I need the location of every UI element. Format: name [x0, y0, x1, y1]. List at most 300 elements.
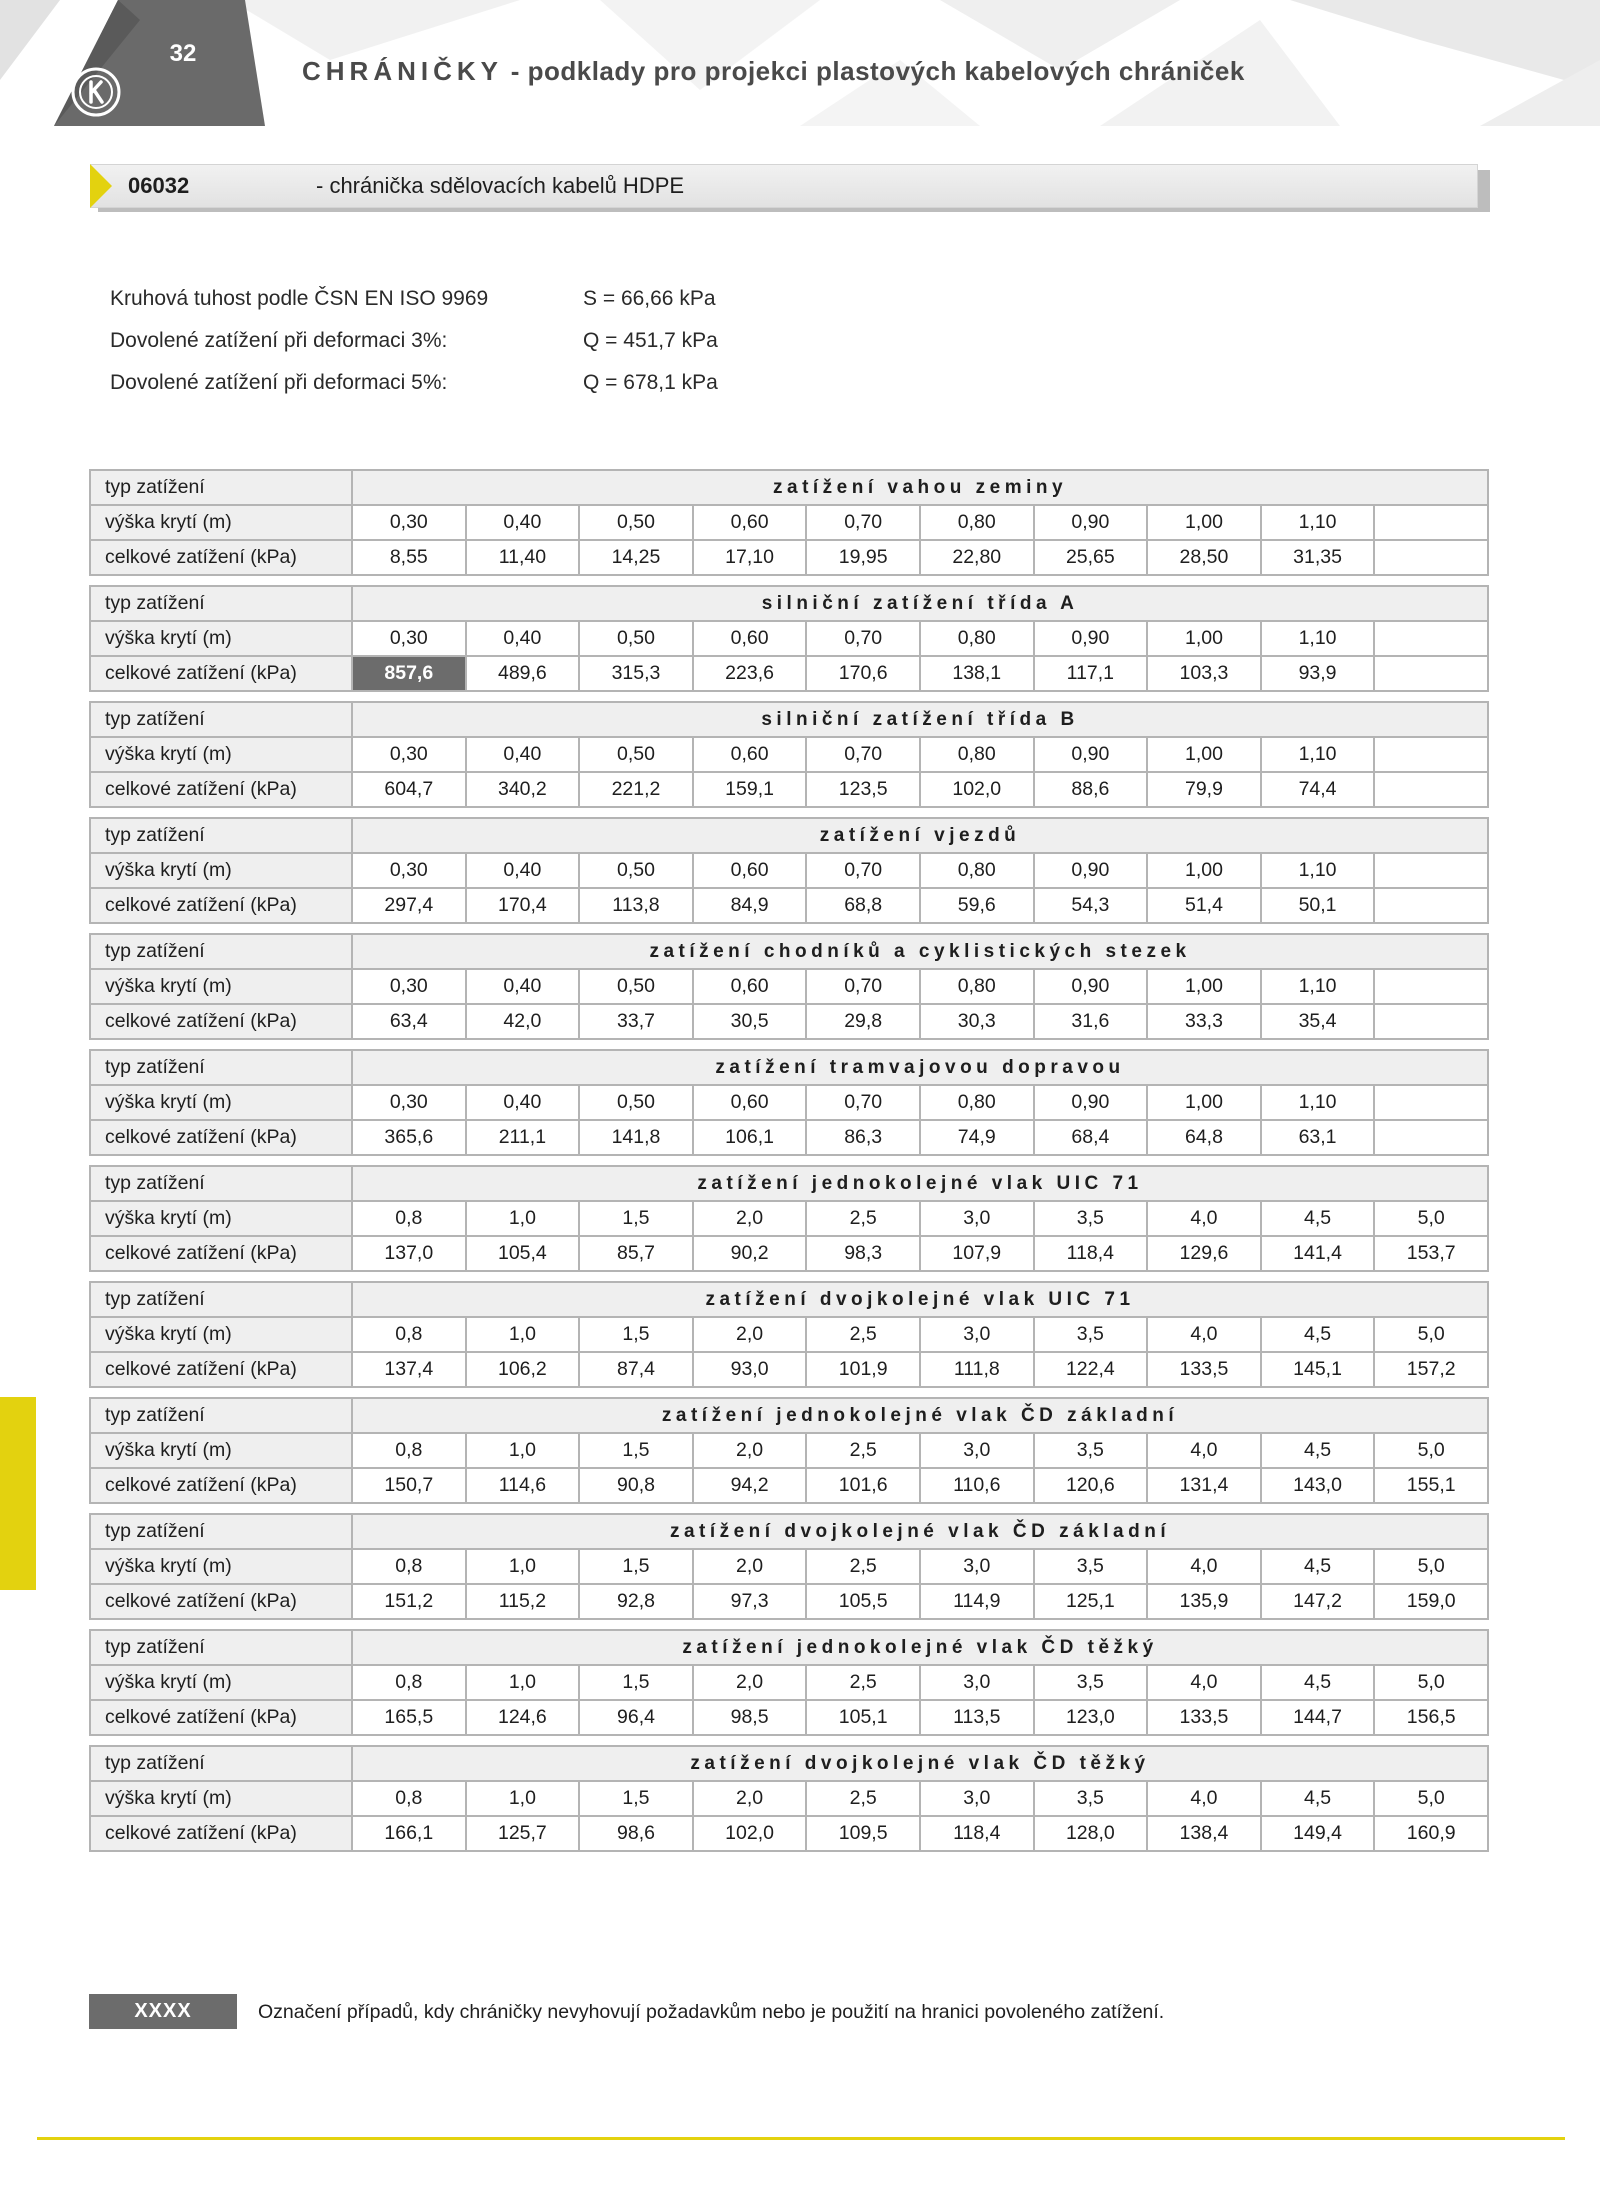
total-load-cell: 165,5: [352, 1700, 466, 1735]
cover-height-cell: 2,5: [806, 1781, 920, 1816]
total-load-cell: 133,5: [1147, 1700, 1261, 1735]
total-load-cell: [1374, 772, 1488, 807]
total-load-cell: 115,2: [466, 1584, 580, 1619]
section-arrow-icon: [90, 164, 112, 208]
title-lead: CHRÁNIČKY: [302, 56, 503, 86]
cover-height-cell: 4,0: [1147, 1201, 1261, 1236]
total-load-cell: 92,8: [579, 1584, 693, 1619]
type-label: typ zatížení: [90, 818, 352, 853]
cover-height-cell: 4,5: [1261, 1781, 1375, 1816]
total-load-cell: 79,9: [1147, 772, 1261, 807]
cover-height-cell: 0,8: [352, 1549, 466, 1584]
total-load-row: [90, 656, 1488, 691]
total-load-row: [90, 1120, 1488, 1155]
cover-height-cell: 5,0: [1374, 1549, 1488, 1584]
cover-height-row: [90, 853, 1488, 888]
cover-height-cell: 1,00: [1147, 737, 1261, 772]
cover-height-cell: 0,50: [579, 1085, 693, 1120]
load-type-name: zatížení jednokolejné vlak UIC 71: [352, 1166, 1488, 1201]
total-load-cell: 68,8: [806, 888, 920, 923]
cover-height-cell: 0,8: [352, 1201, 466, 1236]
cover-height-label: výška krytí (m): [90, 1433, 352, 1468]
total-load-cell: 150,7: [352, 1468, 466, 1503]
total-load-cell: 125,1: [1034, 1584, 1148, 1619]
total-load-cell: 35,4: [1261, 1004, 1375, 1039]
cover-height-cell: 4,0: [1147, 1549, 1261, 1584]
total-load-cell: 33,3: [1147, 1004, 1261, 1039]
load-type-name: zatížení tramvajovou dopravou: [352, 1050, 1488, 1085]
cover-height-cell: 5,0: [1374, 1317, 1488, 1352]
cover-height-cell: 1,0: [466, 1317, 580, 1352]
cover-height-row: [90, 621, 1488, 656]
section-code: 06032: [128, 173, 190, 198]
cover-height-cell: 0,90: [1034, 969, 1148, 1004]
total-load-label: celkové zatížení (kPa): [90, 1236, 352, 1271]
total-load-cell: 113,5: [920, 1700, 1034, 1735]
cover-height-cell: 1,0: [466, 1781, 580, 1816]
group-spacer: [90, 807, 1488, 818]
cover-height-label: výška krytí (m): [90, 1549, 352, 1584]
cover-height-label: výška krytí (m): [90, 1665, 352, 1700]
cover-height-cell: 4,5: [1261, 1317, 1375, 1352]
cover-height-cell: 3,5: [1034, 1201, 1148, 1236]
total-load-cell: 98,3: [806, 1236, 920, 1271]
total-load-cell: 223,6: [693, 656, 807, 691]
total-load-label: celkové zatížení (kPa): [90, 1468, 352, 1503]
group-spacer: [90, 1735, 1488, 1746]
total-load-cell: 29,8: [806, 1004, 920, 1039]
load-type-row: [90, 1514, 1488, 1549]
type-label: typ zatížení: [90, 470, 352, 505]
cover-height-cell: 1,00: [1147, 1085, 1261, 1120]
total-load-cell-highlighted: 857,6: [352, 656, 466, 691]
total-load-cell: 131,4: [1147, 1468, 1261, 1503]
cover-height-cell: 1,0: [466, 1201, 580, 1236]
total-load-cell: 98,6: [579, 1816, 693, 1851]
total-load-cell: 68,4: [1034, 1120, 1148, 1155]
property-row: [110, 362, 718, 404]
load-type-name: zatížení jednokolejné vlak ČD těžký: [352, 1630, 1488, 1665]
cover-height-cell: 0,40: [466, 1085, 580, 1120]
total-load-label: celkové zatížení (kPa): [90, 1700, 352, 1735]
total-load-row: [90, 888, 1488, 923]
cover-height-cell: 3,5: [1034, 1317, 1148, 1352]
total-load-cell: 157,2: [1374, 1352, 1488, 1387]
cover-height-cell: 5,0: [1374, 1665, 1488, 1700]
total-load-cell: 8,55: [352, 540, 466, 575]
cover-height-label: výška krytí (m): [90, 853, 352, 888]
load-type-row: [90, 818, 1488, 853]
property-row: [110, 320, 718, 362]
total-load-label: celkové zatížení (kPa): [90, 1120, 352, 1155]
cover-height-cell: 4,0: [1147, 1665, 1261, 1700]
type-label: typ zatížení: [90, 1166, 352, 1201]
total-load-cell: 141,8: [579, 1120, 693, 1155]
total-load-cell: 25,65: [1034, 540, 1148, 575]
total-load-cell: 118,4: [920, 1816, 1034, 1851]
property-label: Dovolené zatížení při deformaci 5%:: [110, 371, 448, 394]
total-load-cell: 42,0: [466, 1004, 580, 1039]
group-spacer-cell: [90, 1619, 1488, 1630]
total-load-cell: 30,5: [693, 1004, 807, 1039]
side-accent-bar: [0, 1397, 36, 1590]
total-load-cell: 105,1: [806, 1700, 920, 1735]
load-type-name: silniční zatížení třída B: [352, 702, 1488, 737]
load-type-row: [90, 1630, 1488, 1665]
cover-height-cell: 0,30: [352, 737, 466, 772]
total-load-cell: 123,0: [1034, 1700, 1148, 1735]
total-load-cell: 159,0: [1374, 1584, 1488, 1619]
cover-height-cell: 1,5: [579, 1317, 693, 1352]
property-label: Kruhová tuhost podle ČSN EN ISO 9969: [110, 287, 489, 310]
total-load-cell: 31,35: [1261, 540, 1375, 575]
total-load-cell: 102,0: [920, 772, 1034, 807]
cover-height-cell: 1,0: [466, 1433, 580, 1468]
total-load-cell: 85,7: [579, 1236, 693, 1271]
total-load-row: [90, 1468, 1488, 1503]
total-load-cell: 137,0: [352, 1236, 466, 1271]
total-load-cell: 156,5: [1374, 1700, 1488, 1735]
cover-height-row: [90, 1201, 1488, 1236]
group-spacer: [90, 1271, 1488, 1282]
total-load-row: [90, 1816, 1488, 1851]
property-value: Q = 451,7 kPa: [583, 329, 718, 352]
total-load-cell: 110,6: [920, 1468, 1034, 1503]
cover-height-cell: 2,0: [693, 1781, 807, 1816]
total-load-row: [90, 772, 1488, 807]
group-spacer: [90, 1503, 1488, 1514]
group-spacer-cell: [90, 807, 1488, 818]
cover-height-cell: 1,00: [1147, 505, 1261, 540]
cover-height-cell: 2,5: [806, 1549, 920, 1584]
load-type-name: silniční zatížení třída A: [352, 586, 1488, 621]
total-load-cell: 151,2: [352, 1584, 466, 1619]
type-label: typ zatížení: [90, 586, 352, 621]
total-load-cell: [1374, 540, 1488, 575]
cover-height-cell: 5,0: [1374, 1433, 1488, 1468]
type-label: typ zatížení: [90, 1050, 352, 1085]
cover-height-cell: 4,5: [1261, 1201, 1375, 1236]
property-value: Q = 678,1 kPa: [583, 371, 718, 394]
cover-height-cell: 0,50: [579, 969, 693, 1004]
total-load-cell: 489,6: [466, 656, 580, 691]
cover-height-cell: 3,0: [920, 1665, 1034, 1700]
cover-height-cell: 0,80: [920, 853, 1034, 888]
load-type-name: zatížení dvojkolejné vlak UIC 71: [352, 1282, 1488, 1317]
total-load-cell: 166,1: [352, 1816, 466, 1851]
total-load-cell: [1374, 656, 1488, 691]
load-type-name: zatížení jednokolejné vlak ČD základní: [352, 1398, 1488, 1433]
cover-height-cell: [1374, 969, 1488, 1004]
total-load-cell: 84,9: [693, 888, 807, 923]
total-load-cell: 86,3: [806, 1120, 920, 1155]
total-load-cell: 22,80: [920, 540, 1034, 575]
total-load-cell: 106,1: [693, 1120, 807, 1155]
cover-height-cell: 1,10: [1261, 969, 1375, 1004]
total-load-cell: 125,7: [466, 1816, 580, 1851]
cover-height-cell: 0,50: [579, 621, 693, 656]
total-load-cell: 105,4: [466, 1236, 580, 1271]
cover-height-cell: [1374, 1085, 1488, 1120]
title-rest: - podklady pro projekci plastových kabelových chrániček: [503, 56, 1245, 86]
cover-height-cell: 0,50: [579, 853, 693, 888]
cover-height-cell: 4,5: [1261, 1433, 1375, 1468]
total-load-label: celkové zatížení (kPa): [90, 1816, 352, 1851]
load-type-row: [90, 1746, 1488, 1781]
cover-height-cell: 0,80: [920, 969, 1034, 1004]
total-load-cell: 90,8: [579, 1468, 693, 1503]
cover-height-label: výška krytí (m): [90, 969, 352, 1004]
load-type-row: [90, 1050, 1488, 1085]
total-load-cell: 33,7: [579, 1004, 693, 1039]
load-table-body: [90, 470, 1488, 1851]
total-load-cell: 122,4: [1034, 1352, 1148, 1387]
total-load-cell: 93,0: [693, 1352, 807, 1387]
total-load-cell: 101,6: [806, 1468, 920, 1503]
total-load-cell: 63,4: [352, 1004, 466, 1039]
total-load-cell: 149,4: [1261, 1816, 1375, 1851]
total-load-cell: 31,6: [1034, 1004, 1148, 1039]
group-spacer-cell: [90, 575, 1488, 586]
total-load-cell: 111,8: [920, 1352, 1034, 1387]
cover-height-cell: 0,70: [806, 853, 920, 888]
cover-height-cell: 0,60: [693, 737, 807, 772]
cover-height-cell: 3,5: [1034, 1665, 1148, 1700]
cover-height-cell: 0,8: [352, 1433, 466, 1468]
total-load-cell: 365,6: [352, 1120, 466, 1155]
load-type-row: [90, 1282, 1488, 1317]
group-spacer: [90, 1155, 1488, 1166]
cover-height-label: výška krytí (m): [90, 1317, 352, 1352]
total-load-cell: 14,25: [579, 540, 693, 575]
cover-height-cell: [1374, 737, 1488, 772]
total-load-cell: 103,3: [1147, 656, 1261, 691]
cover-height-cell: 0,70: [806, 1085, 920, 1120]
total-load-cell: [1374, 1120, 1488, 1155]
cover-height-cell: 0,70: [806, 505, 920, 540]
total-load-cell: 51,4: [1147, 888, 1261, 923]
cover-height-cell: 0,30: [352, 1085, 466, 1120]
total-load-cell: 59,6: [920, 888, 1034, 923]
cover-height-label: výška krytí (m): [90, 505, 352, 540]
cover-height-cell: 3,0: [920, 1201, 1034, 1236]
load-type-name: zatížení vjezdů: [352, 818, 1488, 853]
load-type-row: [90, 470, 1488, 505]
cover-height-cell: 2,0: [693, 1549, 807, 1584]
total-load-cell: 106,2: [466, 1352, 580, 1387]
total-load-cell: 155,1: [1374, 1468, 1488, 1503]
total-load-cell: 118,4: [1034, 1236, 1148, 1271]
total-load-cell: [1374, 888, 1488, 923]
load-type-row: [90, 1166, 1488, 1201]
group-spacer-cell: [90, 1155, 1488, 1166]
cover-height-row: [90, 1665, 1488, 1700]
cover-height-cell: 2,0: [693, 1201, 807, 1236]
cover-height-label: výška krytí (m): [90, 1781, 352, 1816]
cover-height-cell: 0,60: [693, 853, 807, 888]
cover-height-cell: 5,0: [1374, 1201, 1488, 1236]
cover-height-cell: 0,80: [920, 505, 1034, 540]
group-spacer: [90, 1039, 1488, 1050]
total-load-cell: 141,4: [1261, 1236, 1375, 1271]
group-spacer-cell: [90, 1039, 1488, 1050]
total-load-cell: 98,5: [693, 1700, 807, 1735]
load-type-name: zatížení dvojkolejné vlak ČD těžký: [352, 1746, 1488, 1781]
cover-height-cell: 0,50: [579, 737, 693, 772]
total-load-cell: 133,5: [1147, 1352, 1261, 1387]
cover-height-cell: 0,8: [352, 1665, 466, 1700]
cover-height-label: výška krytí (m): [90, 737, 352, 772]
total-load-cell: 137,4: [352, 1352, 466, 1387]
cover-height-cell: 2,0: [693, 1665, 807, 1700]
total-load-cell: 123,5: [806, 772, 920, 807]
cover-height-cell: 2,5: [806, 1201, 920, 1236]
cover-height-cell: 3,0: [920, 1433, 1034, 1468]
total-load-row: [90, 1236, 1488, 1271]
cover-height-cell: 1,10: [1261, 1085, 1375, 1120]
cover-height-row: [90, 1549, 1488, 1584]
group-spacer-cell: [90, 1271, 1488, 1282]
cover-height-cell: 5,0: [1374, 1781, 1488, 1816]
total-load-cell: 170,6: [806, 656, 920, 691]
cover-height-cell: 0,60: [693, 1085, 807, 1120]
total-load-cell: 19,95: [806, 540, 920, 575]
cover-height-cell: 0,40: [466, 853, 580, 888]
cover-height-row: [90, 505, 1488, 540]
total-load-cell: 114,6: [466, 1468, 580, 1503]
property-value: S = 66,66 kPa: [583, 287, 716, 310]
type-label: typ zatížení: [90, 1746, 352, 1781]
total-load-cell: 128,0: [1034, 1816, 1148, 1851]
cover-height-cell: 1,00: [1147, 621, 1261, 656]
footer-line: [37, 2137, 1565, 2140]
total-load-cell: 109,5: [806, 1816, 920, 1851]
load-type-name: zatížení chodníků a cyklistických stezek: [352, 934, 1488, 969]
property-row: [110, 278, 718, 320]
total-load-row: [90, 1352, 1488, 1387]
total-load-label: celkové zatížení (kPa): [90, 1352, 352, 1387]
total-load-cell: 54,3: [1034, 888, 1148, 923]
cover-height-cell: 0,90: [1034, 1085, 1148, 1120]
total-load-cell: 30,3: [920, 1004, 1034, 1039]
cover-height-cell: 3,0: [920, 1317, 1034, 1352]
type-label: typ zatížení: [90, 1398, 352, 1433]
total-load-cell: 211,1: [466, 1120, 580, 1155]
cover-height-cell: 4,0: [1147, 1433, 1261, 1468]
total-load-cell: 74,4: [1261, 772, 1375, 807]
document-title: [302, 56, 1245, 87]
cover-height-cell: 3,0: [920, 1781, 1034, 1816]
total-load-cell: 143,0: [1261, 1468, 1375, 1503]
property-label: Dovolené zatížení při deformaci 3%:: [110, 329, 448, 352]
total-load-cell: 297,4: [352, 888, 466, 923]
cover-height-cell: 1,10: [1261, 737, 1375, 772]
load-type-name: zatížení dvojkolejné vlak ČD základní: [352, 1514, 1488, 1549]
total-load-cell: 160,9: [1374, 1816, 1488, 1851]
cover-height-cell: 0,90: [1034, 621, 1148, 656]
total-load-cell: 117,1: [1034, 656, 1148, 691]
cover-height-label: výška krytí (m): [90, 621, 352, 656]
legend-text: Označení případů, kdy chráničky nevyhovují požadavkům nebo je použití na hranici povoleného zatížení.: [258, 2001, 1165, 2023]
cover-height-cell: 1,10: [1261, 505, 1375, 540]
group-spacer: [90, 575, 1488, 586]
total-load-cell: 107,9: [920, 1236, 1034, 1271]
load-type-row: [90, 934, 1488, 969]
type-label: typ zatížení: [90, 1514, 352, 1549]
cover-height-row: [90, 737, 1488, 772]
total-load-cell: 11,40: [466, 540, 580, 575]
total-load-cell: 147,2: [1261, 1584, 1375, 1619]
group-spacer: [90, 923, 1488, 934]
cover-height-cell: 0,40: [466, 737, 580, 772]
total-load-cell: 138,4: [1147, 1816, 1261, 1851]
cover-height-cell: 0,40: [466, 969, 580, 1004]
cover-height-cell: 0,70: [806, 737, 920, 772]
cover-height-cell: 3,0: [920, 1549, 1034, 1584]
cover-height-cell: 0,30: [352, 969, 466, 1004]
section-description: - chránička sdělovacích kabelů HDPE: [316, 173, 685, 198]
cover-height-cell: 1,5: [579, 1201, 693, 1236]
group-spacer: [90, 1619, 1488, 1630]
cover-height-cell: 0,30: [352, 853, 466, 888]
group-spacer-cell: [90, 1387, 1488, 1398]
total-load-cell: 170,4: [466, 888, 580, 923]
cover-height-cell: 4,5: [1261, 1549, 1375, 1584]
cover-height-cell: 0,80: [920, 1085, 1034, 1120]
section-bar: [90, 164, 1490, 208]
cover-height-cell: 0,40: [466, 505, 580, 540]
total-load-cell: [1374, 1004, 1488, 1039]
cover-height-cell: 0,40: [466, 621, 580, 656]
cover-height-row: [90, 1781, 1488, 1816]
load-type-name: zatížení vahou zeminy: [352, 470, 1488, 505]
type-label: typ zatížení: [90, 1282, 352, 1317]
cover-height-row: [90, 1317, 1488, 1352]
cover-height-cell: 2,5: [806, 1665, 920, 1700]
cover-height-cell: 3,5: [1034, 1781, 1148, 1816]
total-load-cell: 114,9: [920, 1584, 1034, 1619]
cover-height-cell: 0,80: [920, 621, 1034, 656]
cover-height-cell: 2,5: [806, 1433, 920, 1468]
type-label: typ zatížení: [90, 1630, 352, 1665]
cover-height-cell: 0,50: [579, 505, 693, 540]
group-spacer-cell: [90, 923, 1488, 934]
cover-height-row: [90, 1433, 1488, 1468]
cover-height-cell: 4,0: [1147, 1317, 1261, 1352]
cover-height-cell: 1,5: [579, 1549, 693, 1584]
cover-height-label: výška krytí (m): [90, 1201, 352, 1236]
cover-height-cell: 0,60: [693, 505, 807, 540]
type-label: typ zatížení: [90, 934, 352, 969]
cover-height-cell: 1,5: [579, 1665, 693, 1700]
cover-height-cell: 0,8: [352, 1781, 466, 1816]
total-load-cell: 63,1: [1261, 1120, 1375, 1155]
cover-height-cell: 0,90: [1034, 505, 1148, 540]
cover-height-cell: 0,60: [693, 969, 807, 1004]
load-table: [89, 469, 1489, 1852]
cover-height-cell: 0,60: [693, 621, 807, 656]
legend-marker: XXXX: [89, 1994, 237, 2029]
cover-height-cell: 0,30: [352, 621, 466, 656]
group-spacer: [90, 1387, 1488, 1398]
section-bar-body: [90, 164, 1478, 208]
total-load-cell: 138,1: [920, 656, 1034, 691]
cover-height-cell: [1374, 621, 1488, 656]
cover-height-cell: 0,8: [352, 1317, 466, 1352]
total-load-cell: 604,7: [352, 772, 466, 807]
total-load-cell: 113,8: [579, 888, 693, 923]
total-load-label: celkové zatížení (kPa): [90, 888, 352, 923]
